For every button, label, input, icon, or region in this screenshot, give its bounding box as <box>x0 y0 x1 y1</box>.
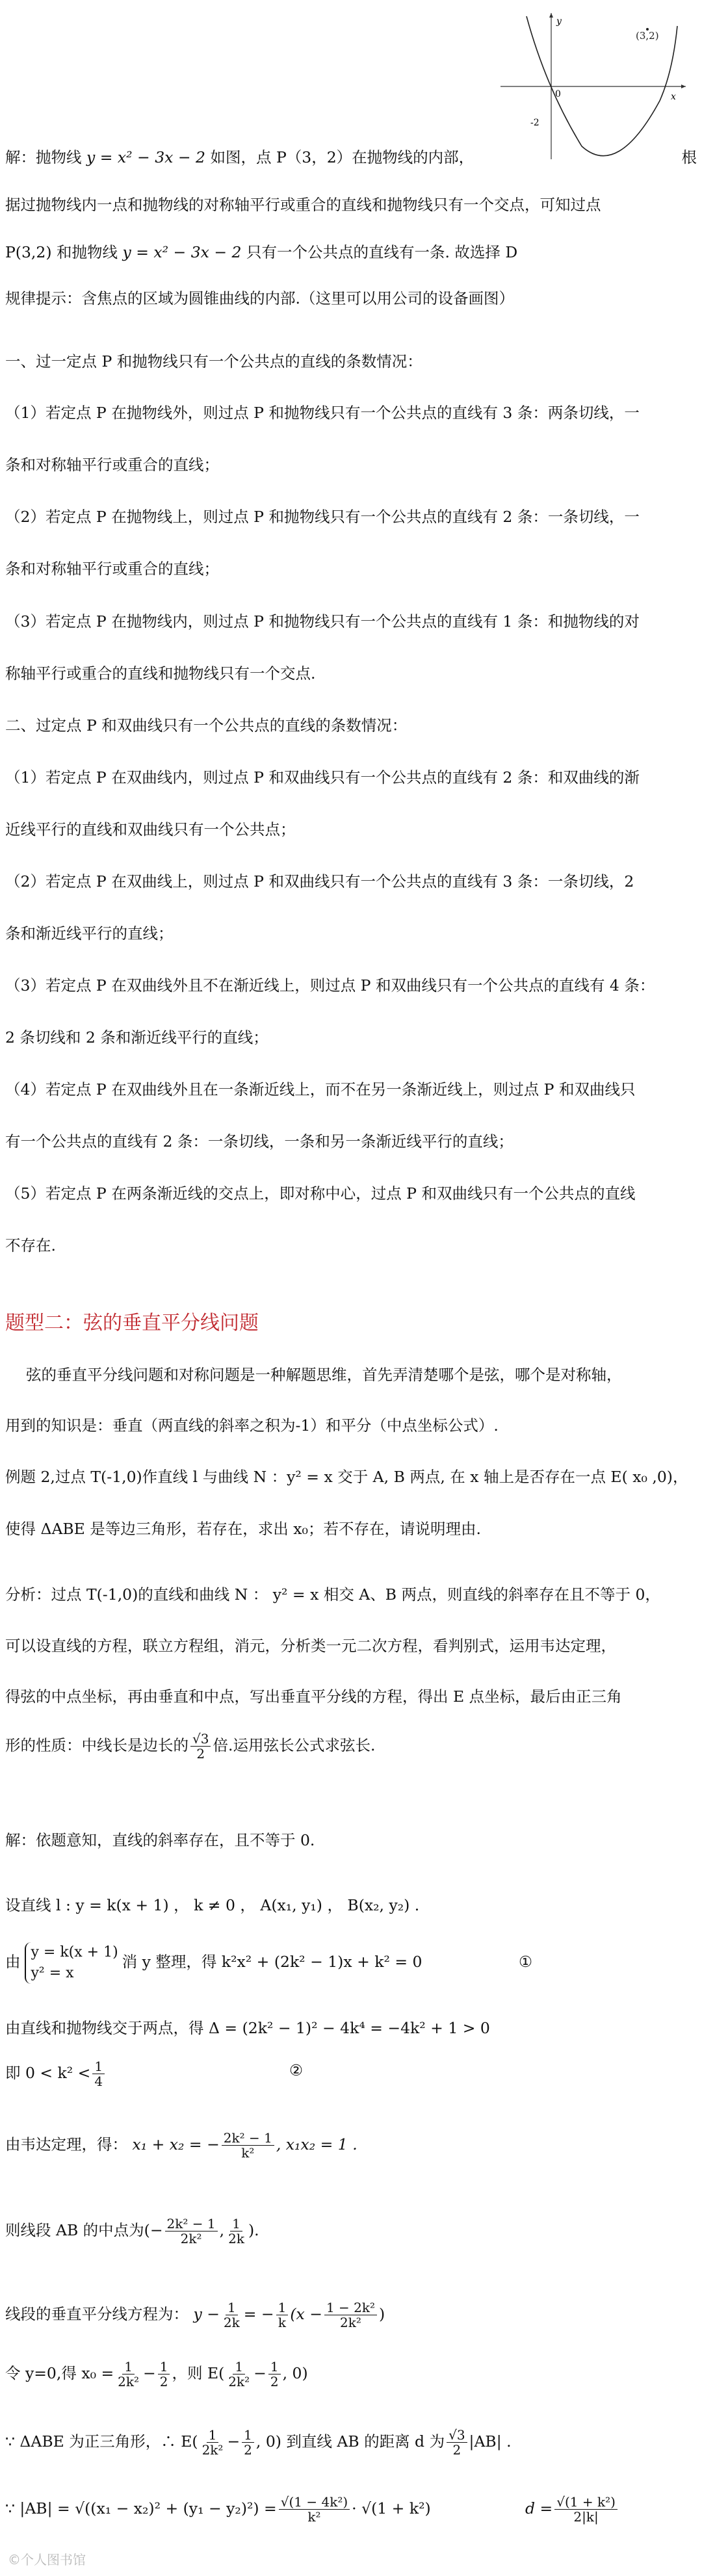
fraction-b: $\frac{1}{k}$ <box>276 2300 289 2330</box>
line-04: 规律提示：含焦点的区域为圆锥曲线的内部.（这里可以用公司的设备画图） <box>5 289 514 307</box>
line-15: （2）若定点 P 在双曲线上，则过点 P 和双曲线只有一个公共点的直线有 3 条：一条切线，2 <box>5 872 634 891</box>
line-18: 2 条切线和 2 条和渐近线平行的直线； <box>5 1028 268 1047</box>
fraction-e-b: $\frac{1}{2}$ <box>268 2360 281 2389</box>
x-axis-arrow <box>681 85 686 88</box>
origin-label: 0 <box>555 89 561 99</box>
line-28: 可以设直线的方程，联立方程组，消元，分析类一元二次方程，看判别式，运用韦达定理， <box>5 1637 616 1655</box>
line-29: 得弦的中点坐标，再由垂直和中点，写出垂直平分线的方程，得出 E 点坐标，最后由正三角 <box>5 1687 622 1706</box>
line-01: 解：抛物线 y = x² − 3x − 2 如图，点 P（3，2）在抛物线的内部， 根 <box>5 148 697 166</box>
line-38: 线段的垂直平分线方程为： y − $\frac{1}{2k}$ = − $\frac{1}{k}$ (x − $\frac{\text{1 − 2k²}}{\text{2k²}}$ ) <box>5 2300 385 2330</box>
fraction-ea: $\frac{1}{\text{2k²}}$ <box>202 2427 224 2458</box>
line-35: 即 0 < k² < $\frac{1}{4}$ ② <box>5 2059 304 2089</box>
line-40: ∵ ΔABE 为正三角形，∴ E( $\frac{1}{\text{2k²}}$ − $\frac{1}{2}$ , 0) 到直线 AB 的距离 d 为 $\frac{√3}{2}$ |AB| . <box>5 2427 512 2458</box>
fraction-sqrt3-2: $\frac{√3}{2}$ <box>447 2428 467 2457</box>
line-36: 由韦达定理，得： x₁ + x₂ = − $\frac{\text{2k² − 1}}{\text{k²}}$ , x₁x₂ = 1 . <box>5 2130 358 2161</box>
y-axis-label: y <box>556 16 562 27</box>
line-20: 有一个公共点的直线有 2 条：一条切线，一条和另一条渐近线平行的直线； <box>5 1132 514 1151</box>
line-22: 不存在. <box>5 1236 56 1255</box>
line-30: 形的性质：中线长是边长的 $\frac{√3}{2}$ 倍.运用弦长公式求弦长. <box>5 1731 376 1762</box>
watermark: ©个人图书馆 <box>8 2552 86 2568</box>
intercept-label: -2 <box>530 118 540 128</box>
distance-formula: d = $\frac{\text{√(1 + k²)}}{2|k|}$ <box>525 2495 619 2524</box>
line-27: 分析：过点 T(-1,0)的直线和曲线 N ： y² = x 相交 A、B 两点，则直线的斜率存在且不等于 0， <box>5 1585 660 1604</box>
line-05: 一、过一定点 P 和抛物线只有一个公共点的直线的条数情况： <box>5 352 422 371</box>
fraction-eb: $\frac{1}{2}$ <box>242 2428 254 2457</box>
line-06: （1）若定点 P 在抛物线外，则过点 P 和抛物线只有一个公共点的直线有 3 条：两条切线，一 <box>5 404 640 422</box>
fraction-x0-b: $\frac{1}{2}$ <box>158 2360 170 2389</box>
line-23: 弦的垂直平分线问题和对称问题是一种解题思维，首先弄清楚哪个是弦，哪个是对称轴， <box>26 1366 622 1384</box>
line-41: ∵ |AB| = √((x₁ − x₂)² + (y₁ − y₂)²) = $\frac{\text{√(1 − 4k²)}}{\text{k²}}$ · √(1 + k²) d = $\frac{\text{√(1 + k²)}}{2|k|}$ <box>5 2495 697 2524</box>
line-26: 使得 ΔABE 是等边三角形，若存在，求出 x₀；若不存在，请说明理由. <box>5 1520 481 1538</box>
fraction-ab-length: $\frac{\text{√(1 − 4k²)}}{\text{k²}}$ <box>279 2495 350 2524</box>
line-19: （4）若定点 P 在双曲线外且在一条渐近线上，而不在另一条渐近线上，则过点 P 和双曲线只 <box>5 1080 636 1099</box>
line-34: 由直线和抛物线交于两点，得 Δ = (2k² − 1)² − 4k⁴ = −4k² + 1 > 0 <box>5 2019 490 2037</box>
line-08: （2）若定点 P 在抛物线上，则过点 P 和抛物线只有一个公共点的直线有 2 条：一条切线，一 <box>5 508 640 526</box>
section-heading: 题型二：弦的垂直平分线问题 <box>5 1312 259 1334</box>
line-25: 例题 2,过点 T(-1,0)作直线 l 与曲线 N ：y² = x 交于 A, B 两点, 在 x 轴上是否存在一点 E( x₀ ,0)， <box>5 1468 688 1486</box>
fraction-x0-a: $\frac{1}{\text{2k²}}$ <box>118 2359 140 2389</box>
line-31: 解：依题意知，直线的斜率存在，且不等于 0. <box>5 1831 315 1849</box>
fraction-vieta: $\frac{\text{2k² − 1}}{\text{k²}}$ <box>222 2131 274 2160</box>
line-32: 设直线 l : y = k(x + 1) ， k ≠ 0 ， A(x₁, y₁) ， B(x₂, y₂) . <box>5 1896 420 1914</box>
line-12: 二、过定点 P 和双曲线只有一个公共点的直线的条数情况： <box>5 716 408 735</box>
line-14: 近线平行的直线和双曲线只有一个公共点； <box>5 820 296 839</box>
fraction-d: $\frac{\text{√(1 + k²)}}{2|k|}$ <box>554 2495 618 2524</box>
line-03: P(3,2) 和抛物线 y = x² − 3x − 2 只有一个公共点的直线有一条. 故选择 D <box>5 243 518 261</box>
fraction-c: $\frac{\text{1 − 2k²}}{\text{2k²}}$ <box>324 2300 377 2330</box>
line-07: 条和对称轴平行或重合的直线； <box>5 456 219 474</box>
fraction-mid-x: $\frac{\text{2k² − 1}}{\text{2k²}}$ <box>165 2217 218 2246</box>
fraction-1-over-4: $\frac{1}{4}$ <box>92 2059 105 2088</box>
line-39: 令 y=0,得 x₀ = $\frac{1}{\text{2k²}}$ − $\frac{1}{2}$ ，则 E( $\frac{1}{\text{2k²}}$ − $\frac{1}{2}$ , 0) <box>5 2359 308 2389</box>
fraction-sqrt3-over-2: $\frac{√3}{2}$ <box>190 1732 211 1761</box>
point-p-label: (3,2) <box>636 30 659 42</box>
fraction-e-a: $\frac{1}{\text{2k²}}$ <box>228 2359 250 2389</box>
line-16: 条和渐近线平行的直线； <box>5 924 174 943</box>
line-13: （1）若定点 P 在双曲线内，则过点 P 和双曲线只有一个公共点的直线有 2 条：和双曲线的渐 <box>5 768 640 787</box>
line-10: （3）若定点 P 在抛物线内，则过点 P 和抛物线只有一个公共点的直线有 1 条：和抛物线的对 <box>5 612 640 631</box>
line-37: 则线段 AB 的中点为(− $\frac{\text{2k² − 1}}{\text{2k²}}$ , $\frac{1}{2k}$ ). <box>5 2216 259 2246</box>
line-33: 由 y = k(x + 1) y² = x 消 y 整理，得 k²x² + (2k² − 1)x + k² = 0 ① <box>5 1932 697 1991</box>
line-11: 称轴平行或重合的直线和抛物线只有一个交点. <box>5 664 316 683</box>
y-axis-arrow <box>549 13 553 18</box>
line-02: 据过抛物线内一点和抛物线的对称轴平行或重合的直线和抛物线只有一个交点，可知过点 <box>5 196 601 214</box>
line-21: （5）若定点 P 在两条渐近线的交点上，即对称中心，过点 P 和双曲线只有一个公共点的直线 <box>5 1184 636 1203</box>
line-17: （3）若定点 P 在双曲线外且不在渐近线上，则过点 P 和双曲线只有一个公共点的直线有 4 条： <box>5 976 655 995</box>
fraction-a: $\frac{1}{2k}$ <box>223 2300 240 2330</box>
fraction-mid-y: $\frac{1}{2k}$ <box>228 2216 244 2246</box>
equation-system: y = k(x + 1) y² = x <box>25 1942 118 1984</box>
line-09: 条和对称轴平行或重合的直线； <box>5 560 219 578</box>
line-24: 用到的知识是：垂直（两直线的斜率之积为-1）和平分（中点坐标公式）. <box>5 1416 499 1435</box>
parabola-graph <box>500 10 689 163</box>
x-axis-label: x <box>671 92 676 102</box>
